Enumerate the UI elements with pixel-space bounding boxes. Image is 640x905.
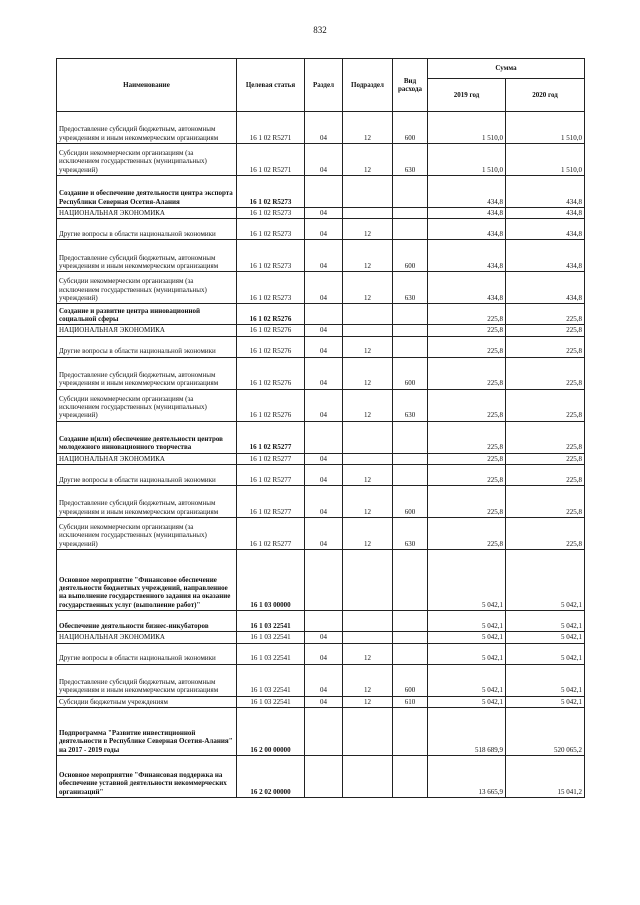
- row-section: 04: [305, 325, 343, 336]
- row-section: 04: [305, 208, 343, 219]
- row-section: 04: [305, 336, 343, 357]
- header-target: Целевая статья: [237, 59, 305, 112]
- table-row: [57, 421, 585, 453]
- row-sum-2020: 1 510,0: [506, 144, 585, 176]
- row-expense-type: 600: [393, 486, 428, 518]
- row-sum-2019: 434,8: [428, 219, 506, 240]
- row-sum-2020: 225,8: [506, 389, 585, 421]
- row-expense-type: [393, 755, 428, 797]
- row-expense-type: 630: [393, 144, 428, 176]
- row-subsection: [343, 208, 393, 219]
- row-sum-2020: 225,8: [506, 453, 585, 464]
- row-section: 04: [305, 643, 343, 664]
- row-sum-2019: 225,8: [428, 421, 506, 453]
- row-name: НАЦИОНАЛЬНАЯ ЭКОНОМИКА: [57, 325, 237, 336]
- row-expense-type: 600: [393, 240, 428, 272]
- row-subsection: [343, 421, 393, 453]
- row-target-code: 16 1 02 R5277: [237, 465, 305, 486]
- row-sum-2020: 5 042,1: [506, 550, 585, 611]
- row-name: Субсидии некоммерческим организациям (за исключением государственных (муниципальных) учреждений): [57, 272, 237, 304]
- row-sum-2019: 225,8: [428, 389, 506, 421]
- row-target-code: 16 1 02 R5277: [237, 518, 305, 550]
- row-name: Другие вопросы в области национальной экономики: [57, 465, 237, 486]
- header-year-2019: 2019 год: [428, 79, 506, 112]
- row-target-code: 16 1 02 R5276: [237, 389, 305, 421]
- row-subsection: 12: [343, 144, 393, 176]
- row-subsection: 12: [343, 518, 393, 550]
- row-name: Предоставление субсидий бюджетным, автономным учреждениям и иным некоммерческим организациям: [57, 486, 237, 518]
- table-row: [57, 664, 585, 696]
- row-sum-2019: 225,8: [428, 325, 506, 336]
- row-section: 04: [305, 486, 343, 518]
- row-name: НАЦИОНАЛЬНАЯ ЭКОНОМИКА: [57, 453, 237, 464]
- row-expense-type: 600: [393, 357, 428, 389]
- row-section: 04: [305, 219, 343, 240]
- row-section: [305, 550, 343, 611]
- row-section: [305, 421, 343, 453]
- table-row: [57, 112, 585, 144]
- row-section: 04: [305, 664, 343, 696]
- table-row: [57, 240, 585, 272]
- header-expense-type: Вид расхода: [393, 59, 428, 112]
- row-sum-2019: 1 510,0: [428, 112, 506, 144]
- page-number: 832: [313, 25, 327, 35]
- row-subsection: 12: [343, 272, 393, 304]
- row-expense-type: 600: [393, 112, 428, 144]
- row-expense-type: [393, 632, 428, 643]
- row-sum-2020: 225,8: [506, 518, 585, 550]
- header-subsection: Подраздел: [343, 59, 393, 112]
- row-expense-type: [393, 219, 428, 240]
- table-row: [57, 486, 585, 518]
- row-subsection: 12: [343, 664, 393, 696]
- row-sum-2020: 225,8: [506, 486, 585, 518]
- row-section: 04: [305, 518, 343, 550]
- row-target-code: 16 1 03 22541: [237, 632, 305, 643]
- row-sum-2019: 434,8: [428, 240, 506, 272]
- row-target-code: 16 2 02 00000: [237, 755, 305, 797]
- row-target-code: 16 1 02 R5277: [237, 486, 305, 518]
- row-subsection: [343, 325, 393, 336]
- table-row: [57, 632, 585, 643]
- row-sum-2019: 5 042,1: [428, 550, 506, 611]
- row-sum-2020: 225,8: [506, 421, 585, 453]
- row-sum-2019: 225,8: [428, 357, 506, 389]
- row-sum-2019: 5 042,1: [428, 632, 506, 643]
- row-target-code: 16 1 02 R5273: [237, 176, 305, 208]
- row-sum-2019: 434,8: [428, 176, 506, 208]
- row-section: 04: [305, 696, 343, 707]
- row-section: 04: [305, 144, 343, 176]
- row-expense-type: [393, 465, 428, 486]
- row-subsection: [343, 453, 393, 464]
- row-section: 04: [305, 632, 343, 643]
- row-sum-2020: 225,8: [506, 325, 585, 336]
- row-sum-2020: 5 042,1: [506, 611, 585, 632]
- row-target-code: 16 1 02 R5273: [237, 219, 305, 240]
- row-sum-2020: 520 065,2: [506, 707, 585, 755]
- row-section: 04: [305, 112, 343, 144]
- row-expense-type: [393, 643, 428, 664]
- row-subsection: 12: [343, 336, 393, 357]
- row-expense-type: [393, 421, 428, 453]
- row-expense-type: 630: [393, 389, 428, 421]
- row-sum-2019: 518 689,9: [428, 707, 506, 755]
- row-subsection: [343, 176, 393, 208]
- row-name: Субсидии бюджетным учреждениям: [57, 696, 237, 707]
- row-name: Субсидии некоммерческим организациям (за исключением государственных (муниципальных) учреждений): [57, 144, 237, 176]
- row-section: [305, 304, 343, 325]
- row-expense-type: [393, 707, 428, 755]
- row-subsection: 12: [343, 357, 393, 389]
- row-name: Предоставление субсидий бюджетным, автономным учреждениям и иным некоммерческим организациям: [57, 240, 237, 272]
- row-name: Предоставление субсидий бюджетным, автономным учреждениям и иным некоммерческим организациям: [57, 112, 237, 144]
- row-target-code: 16 1 02 R5277: [237, 421, 305, 453]
- row-sum-2019: 225,8: [428, 518, 506, 550]
- table-row: [57, 518, 585, 550]
- row-subsection: [343, 707, 393, 755]
- row-expense-type: 610: [393, 696, 428, 707]
- row-name: Создание и развитие центра инновационной социальной сферы: [57, 304, 237, 325]
- row-sum-2020: 434,8: [506, 219, 585, 240]
- row-sum-2020: 225,8: [506, 304, 585, 325]
- row-target-code: 16 2 00 00000: [237, 707, 305, 755]
- row-section: [305, 755, 343, 797]
- budget-table: [56, 58, 585, 798]
- row-name: Другие вопросы в области национальной экономики: [57, 219, 237, 240]
- row-expense-type: [393, 336, 428, 357]
- table-row: [57, 219, 585, 240]
- row-subsection: [343, 550, 393, 611]
- row-section: [305, 611, 343, 632]
- table-header: [57, 59, 585, 112]
- row-subsection: [343, 611, 393, 632]
- row-subsection: [343, 632, 393, 643]
- row-name: Основное мероприятие "Финансовая поддержка на обеспечение уставной деятельности некоммерческих организаций": [57, 755, 237, 797]
- row-name: НАЦИОНАЛЬНАЯ ЭКОНОМИКА: [57, 632, 237, 643]
- table-row: [57, 755, 585, 797]
- row-sum-2019: 13 665,9: [428, 755, 506, 797]
- table-row: [57, 272, 585, 304]
- row-sum-2020: 15 041,2: [506, 755, 585, 797]
- row-sum-2019: 1 510,0: [428, 144, 506, 176]
- row-section: 04: [305, 465, 343, 486]
- row-target-code: 16 1 03 00000: [237, 550, 305, 611]
- row-target-code: 16 1 02 R5276: [237, 325, 305, 336]
- row-target-code: 16 1 02 R5273: [237, 272, 305, 304]
- row-section: 04: [305, 240, 343, 272]
- row-section: [305, 707, 343, 755]
- row-sum-2020: 434,8: [506, 240, 585, 272]
- table-row: [57, 389, 585, 421]
- table-row: [57, 144, 585, 176]
- row-target-code: 16 1 03 22541: [237, 643, 305, 664]
- row-target-code: 16 1 02 R5273: [237, 208, 305, 219]
- row-sum-2020: 5 042,1: [506, 664, 585, 696]
- row-subsection: [343, 304, 393, 325]
- row-target-code: 16 1 03 22541: [237, 611, 305, 632]
- row-subsection: 12: [343, 465, 393, 486]
- row-sum-2019: 434,8: [428, 208, 506, 219]
- row-sum-2019: 5 042,1: [428, 664, 506, 696]
- row-expense-type: [393, 611, 428, 632]
- row-name: Предоставление субсидий бюджетным, автономным учреждениям и иным некоммерческим организациям: [57, 664, 237, 696]
- row-sum-2019: 5 042,1: [428, 696, 506, 707]
- row-name: Основное мероприятие "Финансовое обеспечение деятельности бюджетных учреждений, направленное на выполнение государственного задания на оказание государственных услуг (выполнение работ)": [57, 550, 237, 611]
- row-sum-2020: 225,8: [506, 465, 585, 486]
- row-subsection: [343, 755, 393, 797]
- row-name: Другие вопросы в области национальной экономики: [57, 643, 237, 664]
- row-name: Создание и обеспечение деятельности центра экспорта Республики Северная Осетия-Алания: [57, 176, 237, 208]
- header-year-2020: 2020 год: [506, 79, 585, 112]
- row-name: Другие вопросы в области национальной экономики: [57, 336, 237, 357]
- table-row: [57, 550, 585, 611]
- row-target-code: 16 1 02 R5276: [237, 357, 305, 389]
- row-sum-2019: 5 042,1: [428, 643, 506, 664]
- row-sum-2019: 225,8: [428, 336, 506, 357]
- row-sum-2019: 5 042,1: [428, 611, 506, 632]
- row-target-code: 16 1 02 R5276: [237, 336, 305, 357]
- table-row: [57, 304, 585, 325]
- row-sum-2019: 225,8: [428, 453, 506, 464]
- row-sum-2020: 434,8: [506, 176, 585, 208]
- row-expense-type: 630: [393, 272, 428, 304]
- row-subsection: 12: [343, 643, 393, 664]
- row-expense-type: [393, 176, 428, 208]
- table-row: [57, 611, 585, 632]
- table-row: [57, 357, 585, 389]
- row-name: Подпрограмма "Развитие инвестиционной деятельности в Республике Северная Осетия-Алания" на 2017 - 2019 годы: [57, 707, 237, 755]
- row-section: 04: [305, 357, 343, 389]
- table-row: [57, 643, 585, 664]
- row-sum-2020: 5 042,1: [506, 632, 585, 643]
- row-sum-2019: 225,8: [428, 304, 506, 325]
- row-sum-2020: 5 042,1: [506, 643, 585, 664]
- row-expense-type: 600: [393, 664, 428, 696]
- row-sum-2020: 434,8: [506, 272, 585, 304]
- row-target-code: 16 1 02 R5271: [237, 144, 305, 176]
- header-sum: Сумма: [428, 59, 585, 79]
- row-sum-2019: 434,8: [428, 272, 506, 304]
- table-row: [57, 336, 585, 357]
- table-row: [57, 208, 585, 219]
- row-expense-type: [393, 304, 428, 325]
- row-name: Субсидии некоммерческим организациям (за исключением государственных (муниципальных) учреждений): [57, 389, 237, 421]
- header-section: Раздел: [305, 59, 343, 112]
- row-name: Субсидии некоммерческим организациям (за исключением государственных (муниципальных) учреждений): [57, 518, 237, 550]
- row-section: [305, 176, 343, 208]
- row-subsection: 12: [343, 112, 393, 144]
- row-expense-type: [393, 325, 428, 336]
- row-subsection: 12: [343, 486, 393, 518]
- row-expense-type: [393, 453, 428, 464]
- row-subsection: 12: [343, 219, 393, 240]
- row-expense-type: [393, 208, 428, 219]
- row-target-code: 16 1 02 R5273: [237, 240, 305, 272]
- row-sum-2020: 225,8: [506, 336, 585, 357]
- table-row: [57, 465, 585, 486]
- row-expense-type: 630: [393, 518, 428, 550]
- header-name: Наименование: [57, 59, 237, 112]
- row-section: 04: [305, 272, 343, 304]
- row-sum-2020: 225,8: [506, 357, 585, 389]
- row-name: Создание и(или) обеспечение деятельности центров молодежного инновационного творчества: [57, 421, 237, 453]
- row-expense-type: [393, 550, 428, 611]
- row-sum-2019: 225,8: [428, 486, 506, 518]
- row-name: НАЦИОНАЛЬНАЯ ЭКОНОМИКА: [57, 208, 237, 219]
- row-sum-2019: 225,8: [428, 465, 506, 486]
- row-target-code: 16 1 02 R5277: [237, 453, 305, 464]
- row-target-code: 16 1 03 22541: [237, 664, 305, 696]
- row-subsection: 12: [343, 389, 393, 421]
- row-name: Обеспечение деятельности бизнес-инкубаторов: [57, 611, 237, 632]
- table-body: [57, 112, 585, 798]
- row-sum-2020: 5 042,1: [506, 696, 585, 707]
- table-row: [57, 325, 585, 336]
- row-subsection: 12: [343, 696, 393, 707]
- row-target-code: 16 1 02 R5276: [237, 304, 305, 325]
- row-section: 04: [305, 453, 343, 464]
- row-section: 04: [305, 389, 343, 421]
- row-target-code: 16 1 03 22541: [237, 696, 305, 707]
- table-row: [57, 707, 585, 755]
- row-sum-2020: 1 510,0: [506, 112, 585, 144]
- row-target-code: 16 1 02 R5271: [237, 112, 305, 144]
- row-subsection: 12: [343, 240, 393, 272]
- row-sum-2020: 434,8: [506, 208, 585, 219]
- table-row: [57, 176, 585, 208]
- row-name: Предоставление субсидий бюджетным, автономным учреждениям и иным некоммерческим организациям: [57, 357, 237, 389]
- table-row: [57, 453, 585, 464]
- table-row: [57, 696, 585, 707]
